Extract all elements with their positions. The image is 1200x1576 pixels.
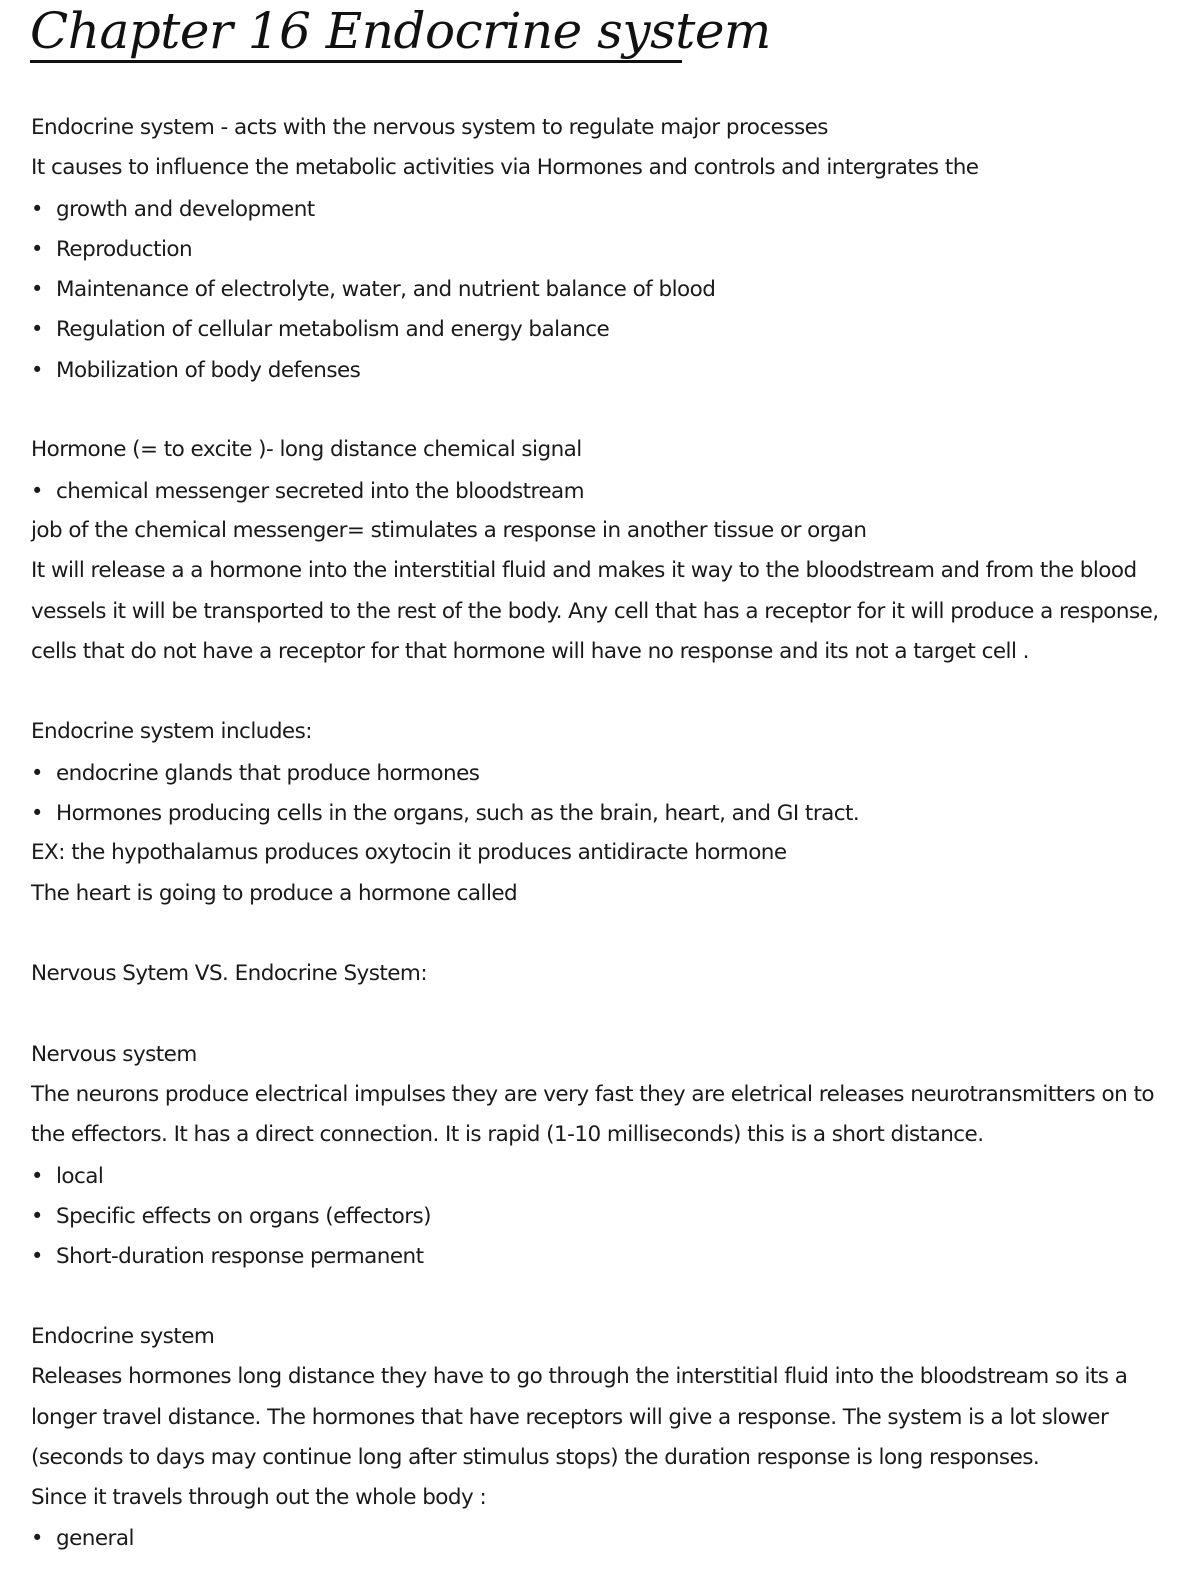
- list-item-text: Reproduction: [56, 236, 193, 262]
- bullet-icon: •: [31, 196, 43, 221]
- bullet-icon: •: [31, 760, 43, 785]
- bullet-icon: •: [31, 1244, 43, 1269]
- list-item-text: local: [56, 1163, 104, 1189]
- nervous-heading: Nervous system: [31, 1041, 197, 1067]
- list-item-text: endocrine glands that produce hormones: [56, 760, 480, 786]
- list-item-text: general: [56, 1526, 134, 1552]
- list-item-text: Specific effects on organs (effectors): [56, 1204, 432, 1230]
- list-item-text: chemical messenger secreted into the bloodstream: [56, 478, 585, 504]
- list-item: [31, 189, 1181, 229]
- bullet-icon: •: [31, 1204, 43, 1229]
- endocrine-definition: Endocrine system - acts with the nervous system to regulate major processes: [31, 115, 828, 140]
- list-item: [31, 1156, 1181, 1196]
- section-gap: [31, 1277, 1181, 1317]
- bullet-icon: •: [31, 236, 43, 261]
- notes-body: [31, 108, 1181, 1559]
- bullet-icon: •: [31, 277, 43, 302]
- list-item: [31, 350, 1181, 390]
- title-underline: [30, 60, 682, 63]
- list-item: [31, 1518, 1181, 1558]
- list-item: [31, 229, 1181, 269]
- section-gap: [31, 672, 1181, 712]
- list-item-text: Regulation of cellular metabolism and energy balance: [56, 317, 610, 343]
- list-item: [31, 471, 1181, 511]
- endocrine-heading: Endocrine system: [31, 1323, 215, 1349]
- section-gap: [31, 995, 1181, 1035]
- bullet-icon: •: [31, 478, 43, 503]
- comparison-heading: Nervous Sytem VS. Endocrine System:: [31, 961, 428, 987]
- bullet-icon: •: [31, 801, 43, 826]
- list-item: [31, 1196, 1181, 1236]
- list-item: [31, 269, 1181, 309]
- endocrine-since: Since it travels through out the whole body :: [31, 1485, 487, 1511]
- list-item-text: Short-duration response permanent: [56, 1244, 424, 1270]
- heart-note: The heart is going to produce a hormone called: [31, 880, 518, 906]
- bullet-icon: •: [31, 317, 43, 342]
- hormone-paragraph: It will release a a hormone into the interstitial fluid and makes it way to the bloodstream and from the blood vessels it will be transported to the rest of the body. Any cell that has a receptor for it will produce a response, cells that do not have a receptor for that hormone will have no response and its not a target cell .: [31, 558, 1159, 664]
- list-item: [31, 1236, 1181, 1276]
- hormone-job: job of the chemical messenger= stimulates a response in another tissue or organ: [31, 517, 867, 543]
- bullet-icon: •: [31, 1163, 43, 1188]
- includes-example: EX: the hypothalamus produces oxytocin it produces antidiracte hormone: [31, 840, 787, 866]
- bullet-icon: •: [31, 357, 43, 382]
- section-gap: [31, 390, 1181, 430]
- list-item-text: Maintenance of electrolyte, water, and nutrient balance of blood: [56, 277, 716, 303]
- hormone-definition: Hormone (= to excite )- long distance chemical signal: [31, 437, 582, 463]
- list-item-text: Hormones producing cells in the organs, such as the brain, heart, and GI tract.: [56, 801, 860, 827]
- page-title: Chapter 16 Endocrine system: [30, 2, 771, 60]
- list-item-text: Mobilization of body defenses: [56, 357, 361, 383]
- bullet-icon: •: [31, 1526, 43, 1551]
- list-item: [31, 309, 1181, 349]
- includes-heading: Endocrine system includes:: [31, 719, 312, 745]
- list-item-text: growth and development: [56, 196, 315, 222]
- nervous-paragraph: The neurons produce electrical impulses they are very fast they are eletrical releases neurotransmitters on to the effectors. It has a direct connection. It is rapid (1-10 milliseconds) this is a short distance.: [31, 1082, 1154, 1148]
- list-item: [31, 793, 1181, 833]
- endocrine-lead: It causes to influence the metabolic activities via Hormones and controls and intergrates the: [31, 155, 979, 181]
- list-item: [31, 753, 1181, 793]
- endocrine-paragraph: Releases hormones long distance they have to go through the interstitial fluid into the bloodstream so its a longer travel distance. The hormones that have receptors will give a response. The system is a lot slower (seconds to days may continue long after stimulus stops) the duration response is long responses.: [31, 1364, 1128, 1470]
- section-gap: [31, 914, 1181, 954]
